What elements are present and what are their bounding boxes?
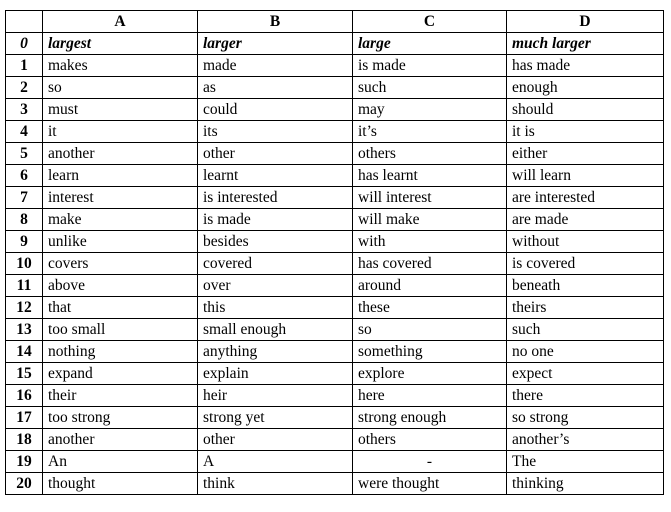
option-d: enough (507, 77, 664, 99)
option-c: will make (353, 209, 507, 231)
table-row (6, 341, 664, 363)
option-a: their (43, 385, 198, 407)
option-a: so (43, 77, 198, 99)
table-row (6, 473, 664, 495)
option-a: expand (43, 363, 198, 385)
option-c: others (353, 429, 507, 451)
option-c: these (353, 297, 507, 319)
option-d: are interested (507, 187, 664, 209)
option-c: something (353, 341, 507, 363)
option-a: must (43, 99, 198, 121)
table-row (6, 143, 664, 165)
option-c: is made (353, 55, 507, 77)
option-d: without (507, 231, 664, 253)
table-row (6, 275, 664, 297)
option-c: explore (353, 363, 507, 385)
option-b: as (198, 77, 353, 99)
row-number: 9 (6, 231, 43, 253)
row-number: 19 (6, 451, 43, 473)
option-b: think (198, 473, 353, 495)
option-b: its (198, 121, 353, 143)
option-d: are made (507, 209, 664, 231)
answer-options-table (5, 10, 664, 495)
table-row (6, 209, 664, 231)
option-a: thought (43, 473, 198, 495)
table-row (6, 319, 664, 341)
row-number: 10 (6, 253, 43, 275)
option-d: expect (507, 363, 664, 385)
option-a: unlike (43, 231, 198, 253)
row-number: 8 (6, 209, 43, 231)
option-c: strong enough (353, 407, 507, 429)
table-row (6, 55, 664, 77)
header-cell-a: A (43, 11, 198, 33)
option-b: anything (198, 341, 353, 363)
table-row (6, 77, 664, 99)
option-b: A (198, 451, 353, 473)
option-a: learn (43, 165, 198, 187)
table-row (6, 165, 664, 187)
option-c: were thought (353, 473, 507, 495)
row-number: 13 (6, 319, 43, 341)
option-c: so (353, 319, 507, 341)
row-number: 20 (6, 473, 43, 495)
option-c: will interest (353, 187, 507, 209)
option-b: other (198, 429, 353, 451)
option-d: has made (507, 55, 664, 77)
option-b: other (198, 143, 353, 165)
option-b: larger (198, 33, 353, 55)
row-number: 6 (6, 165, 43, 187)
row-number: 4 (6, 121, 43, 143)
option-c: large (353, 33, 507, 55)
option-c: it’s (353, 121, 507, 143)
option-c: with (353, 231, 507, 253)
table-row (6, 253, 664, 275)
option-a: largest (43, 33, 198, 55)
option-a: covers (43, 253, 198, 275)
option-a: make (43, 209, 198, 231)
option-a: An (43, 451, 198, 473)
option-b: small enough (198, 319, 353, 341)
table-row (6, 231, 664, 253)
header-row (6, 11, 664, 33)
option-d: so strong (507, 407, 664, 429)
option-c: - (353, 451, 507, 473)
option-b: explain (198, 363, 353, 385)
row-number: 5 (6, 143, 43, 165)
option-d: is covered (507, 253, 664, 275)
row-number: 15 (6, 363, 43, 385)
header-cell-b: B (198, 11, 353, 33)
option-c: others (353, 143, 507, 165)
option-c: may (353, 99, 507, 121)
option-a: above (43, 275, 198, 297)
option-a: nothing (43, 341, 198, 363)
option-d: theirs (507, 297, 664, 319)
header-cell-c: C (353, 11, 507, 33)
option-a: another (43, 143, 198, 165)
example-row (6, 33, 664, 55)
option-d: either (507, 143, 664, 165)
table-row (6, 429, 664, 451)
row-number: 16 (6, 385, 43, 407)
table-row (6, 385, 664, 407)
option-d: will learn (507, 165, 664, 187)
row-number: 3 (6, 99, 43, 121)
option-c: here (353, 385, 507, 407)
option-b: is made (198, 209, 353, 231)
option-d: there (507, 385, 664, 407)
option-d: another’s (507, 429, 664, 451)
option-d: thinking (507, 473, 664, 495)
table-row (6, 451, 664, 473)
row-number: 0 (6, 33, 43, 55)
option-b: heir (198, 385, 353, 407)
option-b: over (198, 275, 353, 297)
option-b: is interested (198, 187, 353, 209)
row-number: 12 (6, 297, 43, 319)
question-rows (6, 55, 664, 495)
option-d: no one (507, 341, 664, 363)
table-row (6, 407, 664, 429)
option-a: too strong (43, 407, 198, 429)
row-number: 17 (6, 407, 43, 429)
option-c: has learnt (353, 165, 507, 187)
option-a: it (43, 121, 198, 143)
option-d: should (507, 99, 664, 121)
header-corner-cell (6, 11, 43, 33)
header-cell-d: D (507, 11, 664, 33)
option-d: much larger (507, 33, 664, 55)
option-b: besides (198, 231, 353, 253)
table-row (6, 99, 664, 121)
option-b: made (198, 55, 353, 77)
table-row (6, 363, 664, 385)
option-c: such (353, 77, 507, 99)
table-row (6, 121, 664, 143)
table-row (6, 187, 664, 209)
option-a: interest (43, 187, 198, 209)
row-number: 14 (6, 341, 43, 363)
option-b: could (198, 99, 353, 121)
table-row (6, 297, 664, 319)
option-a: too small (43, 319, 198, 341)
row-number: 11 (6, 275, 43, 297)
option-c: has covered (353, 253, 507, 275)
option-b: strong yet (198, 407, 353, 429)
option-b: covered (198, 253, 353, 275)
row-number: 2 (6, 77, 43, 99)
row-number: 7 (6, 187, 43, 209)
option-b: this (198, 297, 353, 319)
row-number: 1 (6, 55, 43, 77)
row-number: 18 (6, 429, 43, 451)
option-a: another (43, 429, 198, 451)
option-d: it is (507, 121, 664, 143)
option-c: around (353, 275, 507, 297)
option-a: makes (43, 55, 198, 77)
option-d: The (507, 451, 664, 473)
option-b: learnt (198, 165, 353, 187)
option-d: such (507, 319, 664, 341)
option-d: beneath (507, 275, 664, 297)
option-a: that (43, 297, 198, 319)
